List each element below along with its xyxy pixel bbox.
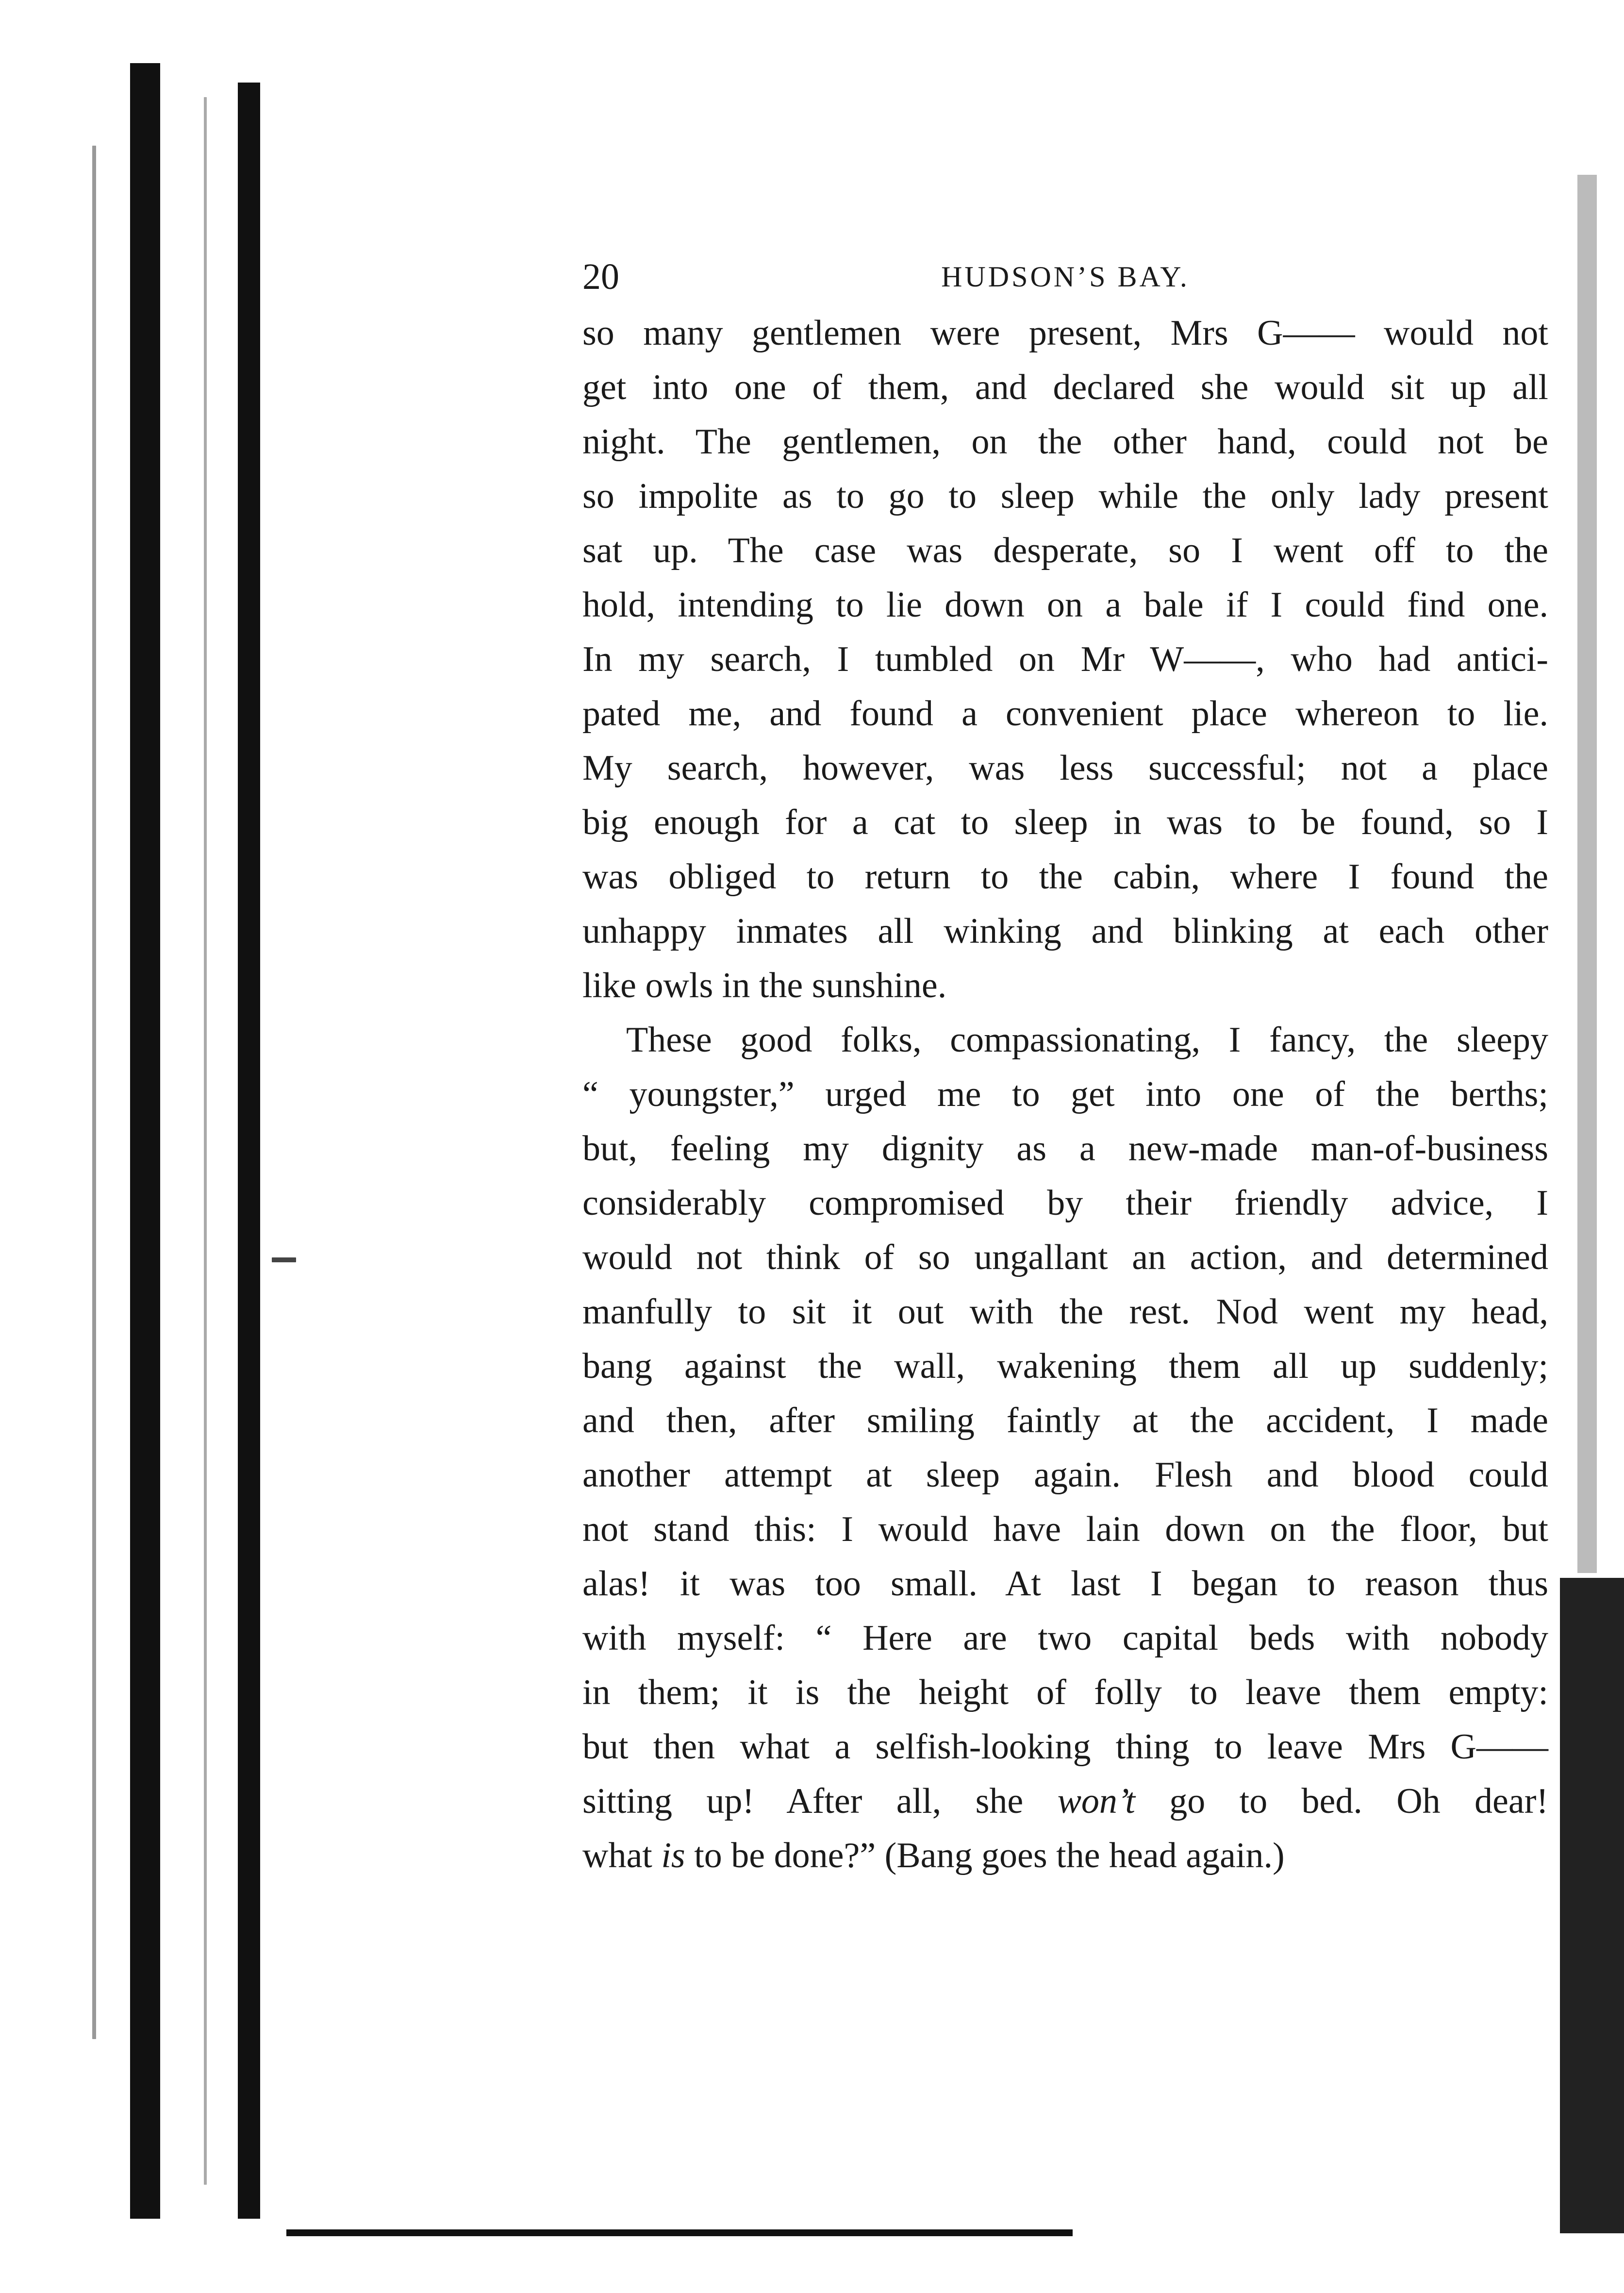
text-line: get into one of them, and declared she would sit up all [582, 368, 1548, 407]
text-line: “ youngster,” urged me to get into one of the berths; [582, 1074, 1548, 1114]
paragraph [582, 306, 1548, 1013]
gutter-bar-inner [238, 83, 260, 2219]
paragraph [582, 1013, 1548, 1883]
text-line [582, 1774, 1548, 1828]
text-run: go to bed. Oh dear! [1135, 1781, 1548, 1821]
text-line: In my search, I tumbled on Mr W——, who had antici- [582, 639, 1548, 679]
text-line: so impolite as to go to sleep while the only lady present [582, 476, 1548, 516]
text-line: hold, intending to lie down on a bale if I could find one. [582, 585, 1548, 625]
text-line: unhappy inmates all winking and blinking at each other [582, 911, 1548, 951]
text-run: to be done?” (Bang goes the head again.) [685, 1836, 1285, 1875]
text-run: sitting up! After all, she [582, 1781, 1058, 1821]
italic-emphasis: won’t [1057, 1781, 1135, 1821]
italic-emphasis: is [661, 1836, 685, 1875]
text-line: not stand this: I would have lain down on the floor, but [582, 1509, 1548, 1549]
text-line: with myself: “ Here are two capital beds with nobody [582, 1618, 1548, 1658]
gutter-speck [272, 1257, 296, 1262]
text-line: alas! it was too small. At last I began to reason thus [582, 1564, 1548, 1604]
text-line: would not think of so ungallant an action, and determined [582, 1238, 1548, 1277]
text-line [582, 1828, 1548, 1883]
text-line: but, feeling my dignity as a new-made man-of-business [582, 1129, 1548, 1169]
body-text [582, 306, 1548, 1883]
running-head [582, 248, 1548, 306]
gutter-bar-outer [130, 63, 160, 2219]
text-line: in them; it is the height of folly to leave them empty: [582, 1673, 1548, 1712]
text-line: manfully to sit it out with the rest. Nod went my head, [582, 1292, 1548, 1332]
text-line: another attempt at sleep again. Flesh and blood could [582, 1455, 1548, 1495]
adjacent-page-edge-texture [1577, 175, 1597, 1573]
text-line: These good folks, compassionating, I fancy, the sleepy [626, 1020, 1548, 1060]
bottom-scan-rule [286, 2229, 1073, 2236]
text-line: and then, after smiling faintly at the accident, I made [582, 1401, 1548, 1440]
text-line: like owls in the sunshine. [582, 966, 947, 1005]
running-title: HUDSON’S BAY. [941, 261, 1190, 293]
text-line: My search, however, was less successful; not a place [582, 748, 1548, 788]
text-line: bang against the wall, wakening them all up suddenly; [582, 1346, 1548, 1386]
gutter-speck [204, 97, 207, 2185]
text-line: big enough for a cat to sleep in was to be found, so I [582, 803, 1548, 842]
gutter-speck [92, 146, 96, 2039]
page-number: 20 [582, 256, 619, 297]
text-line: night. The gentlemen, on the other hand, could not be [582, 422, 1548, 462]
text-run: what [582, 1836, 662, 1875]
text-line: so many gentlemen were present, Mrs G—— would not [582, 313, 1548, 353]
text-line: sat up. The case was desperate, so I went off to the [582, 531, 1548, 570]
text-line: considerably compromised by their friendly advice, I [582, 1183, 1548, 1223]
adjacent-page-edge [1560, 1578, 1624, 2233]
text-line: pated me, and found a convenient place whereon to lie. [582, 694, 1548, 734]
text-line: but then what a selfish-looking thing to leave Mrs G—— [582, 1727, 1548, 1767]
text-line: was obliged to return to the cabin, where I found the [582, 857, 1548, 897]
